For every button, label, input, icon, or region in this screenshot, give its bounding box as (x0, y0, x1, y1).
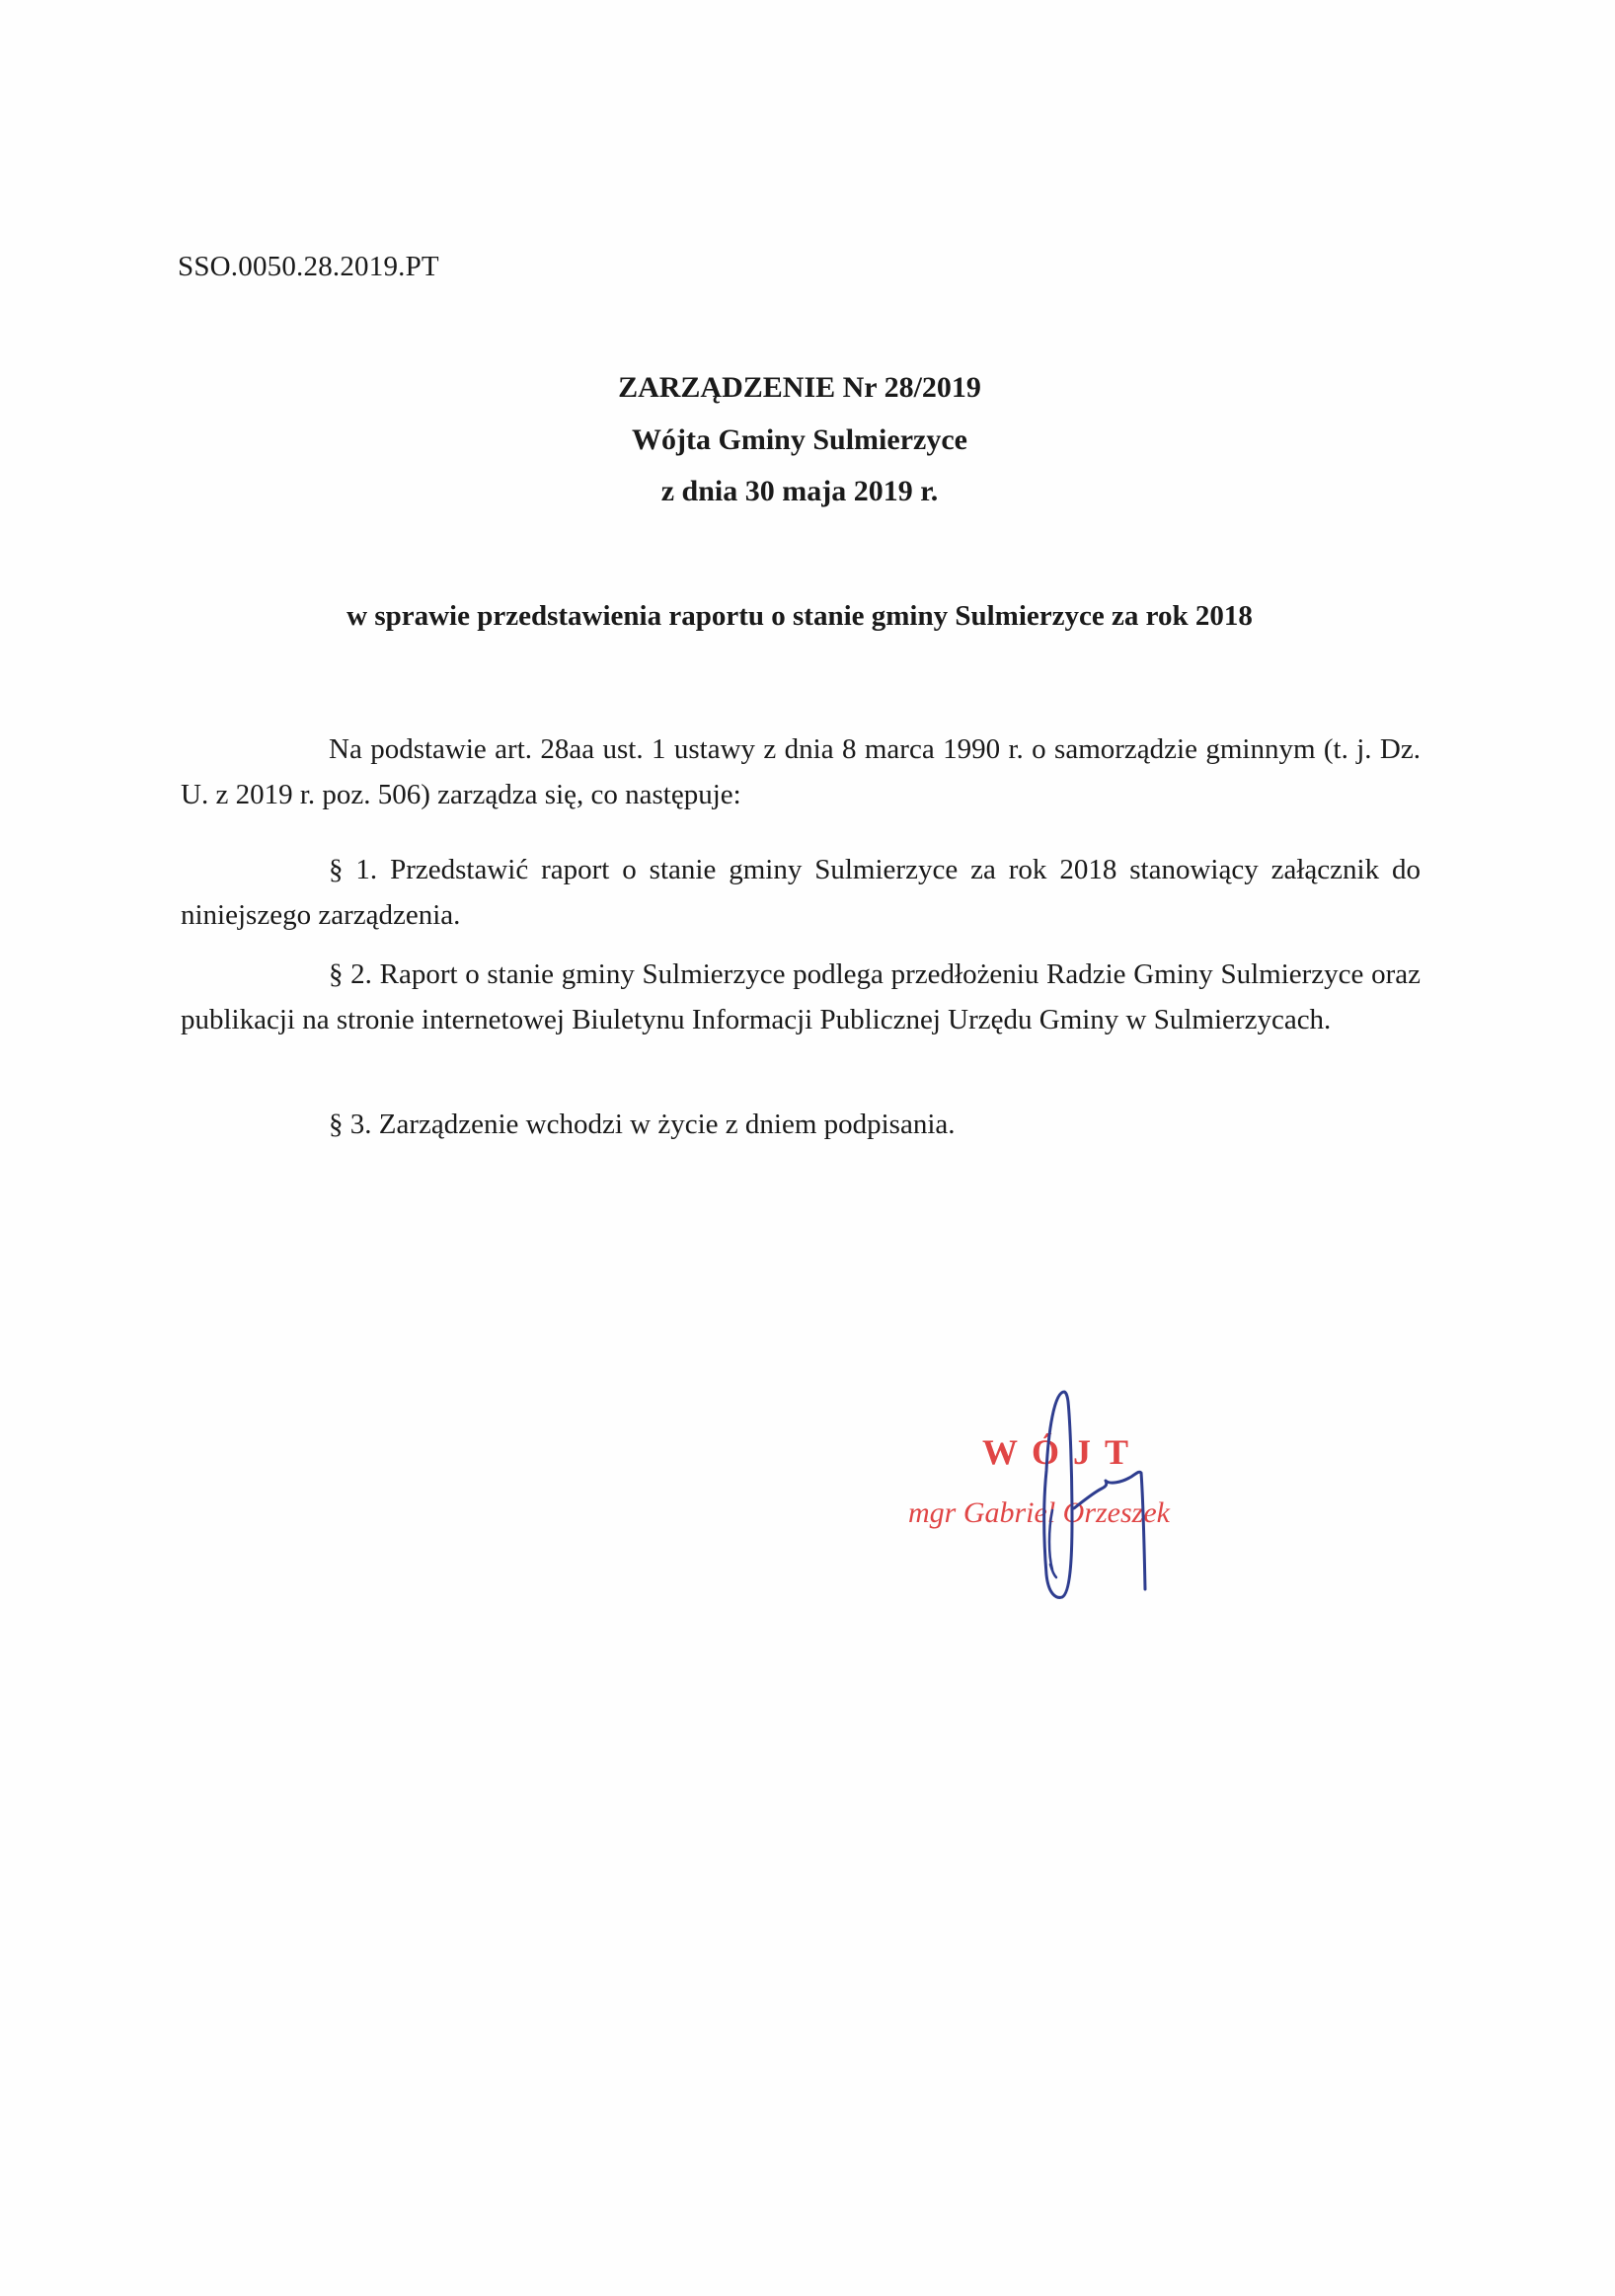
signature-block (869, 1362, 1244, 1629)
section-3-paragraph: § 3. Zarządzenie wchodzi w życie z dniem podpisania. (329, 1109, 956, 1140)
reference-number: SSO.0050.28.2019.PT (178, 251, 439, 282)
signature-loop-stroke (1044, 1392, 1072, 1597)
document-subject: w sprawie przedstawienia raportu o stanie gminy Sulmierzyce za rok 2018 (346, 600, 1253, 632)
title-line-issuer: Wójta Gminy Sulmierzyce (632, 422, 967, 456)
stamp-title: WÓJT (982, 1432, 1143, 1472)
title-line-date: z dnia 30 maja 2019 r. (660, 475, 939, 507)
signature-hook-stroke (1050, 1565, 1056, 1577)
section-2-paragraph: § 2. Raport o stanie gminy Sulmierzyce podlega przedłożeniu Radzie Gminy Sulmierzyce oraz publikacji na stronie internetowej Biuletynu Informacji Publicznej Urzędu Gminy w Sulmierzycach. (181, 958, 1421, 1035)
handwritten-signature (869, 1362, 1244, 1629)
stamp-name: mgr Gabriel Orzeszek (908, 1496, 1170, 1529)
legal-basis-paragraph: Na podstawie art. 28aa ust. 1 ustawy z dnia 8 marca 1990 r. o samorządzie gminnym (t. j. Dz. U. z 2019 r. poz. 506) zarządza się, co następuje: (181, 733, 1421, 810)
signature-tail-stroke (1074, 1472, 1145, 1589)
title-line-ordinance: ZARZĄDZENIE Nr 28/2019 (618, 371, 981, 404)
document-title (178, 371, 1422, 527)
signature-inner-stroke (1049, 1510, 1052, 1569)
section-1-paragraph: § 1. Przedstawić raport o stanie gminy Sulmierzyce za rok 2018 stanowiący załącznik do niniejszego zarządzenia. (181, 854, 1421, 931)
